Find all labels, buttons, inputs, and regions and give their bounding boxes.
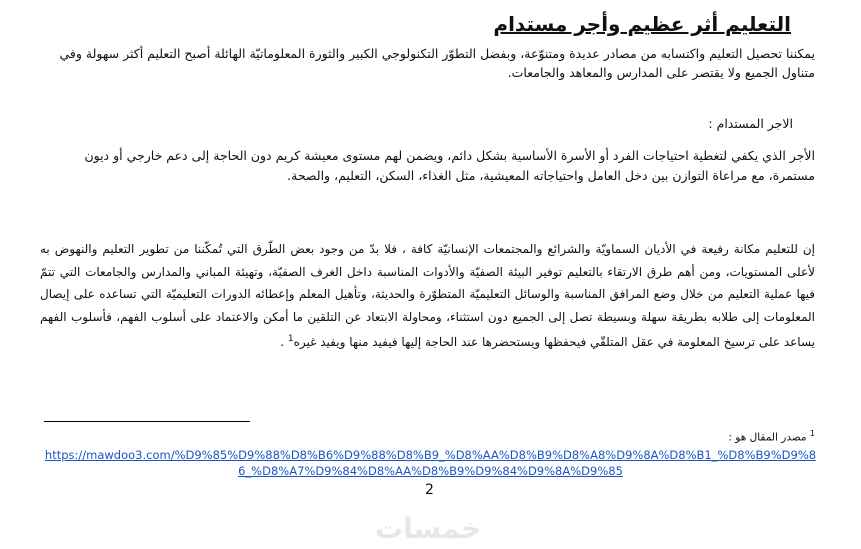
- page-title: التعليم أثر عظيم وأجر مستدام: [493, 12, 791, 36]
- body-text: إن للتعليم مكانة رفيعة في الأديان السماويّة والشرائع والمجتمعات الإنسانيّة كافة ، فلا بدّ من وجود بعض الطّرق التي تُمكّننا من تطوير التعليم والنهوض به لأعلى المستويات، ومن أهم طرق الارتقاء بالتعليم توفير البيئة الصفيّة والأدوات المناسبة داخل الغرف الصفيّة، وتهيئة المباني والمدارس والجامعات التي تتمّ فيها عملية التعليم من خلال وضع المرافق المناسبة والوسائل التعليميّة المتطوّرة والحديثة، وتأهيل المعلم وإعطائه الدورات التعليميّة التي تساعده على إيصال المعلومات إلى طلابه بطريقة سهلة وبسيطة تصل إلى الجميع دون استثناء، ومحاولة الابتعاد عن التلقين ما أمكن والاعتماد على أسلوب الفهم، فأسلوب الفهم يساعد على ترسيخ المعلومة في عقل المتلقّي فيحفظها ويستحضرها عند الحاجة إليها فيفيد منها ويفيد غيره: [40, 242, 815, 349]
- body-end: .: [280, 335, 288, 349]
- intro-paragraph: يمكننا تحصيل التعليم واكتسابه من مصادر عديدة ومتنوّعة، وبفضل التطوّر التكنولوجي الكبير والثورة المعلوماتيّة الهائلة أصبح التعليم أكثر سهولة وفي متناول الجميع ولا يقتصر على المدارس والمعاهد والجامعات.: [59, 46, 815, 80]
- footnote-label-text: مصدر المقال هو :: [728, 431, 807, 444]
- section-label: الاجر المستدام :: [708, 116, 793, 131]
- watermark-logo: خمسات: [375, 512, 482, 545]
- page-number: 2: [425, 482, 434, 498]
- footnote-link[interactable]: https://mawdoo3.com/%D9%85%D9%88%D8%B6%D9%88%D8%B9_%D8%AA%D8%B9%D8%A8%D9%8A%D8%B1_%D8%B9%D9%86_%D8%A7%D9%84%D8%AA%D8%B9%D9%84%D9%8A%D9%85: [44, 448, 817, 478]
- footnote-divider: [44, 421, 250, 422]
- footnote-number: 1: [809, 429, 815, 438]
- section-paragraph: الأجر الذي يكفي لتغطية احتياجات الفرد أو الأسرة الأساسية بشكل دائم، ويضمن لهم مستوى معيشة كريم دون الحاجة إلى دعم خارجي أو ديون مستمرة، مع مراعاة التوازن بين دخل العامل واحتياجاته المعيشية، مثل الغذاء، السكن، التعليم، والصحة.: [84, 148, 815, 183]
- footnote-reference[interactable]: 1: [287, 334, 294, 344]
- body-paragraph: [40, 238, 815, 354]
- footnote-label: [728, 429, 815, 444]
